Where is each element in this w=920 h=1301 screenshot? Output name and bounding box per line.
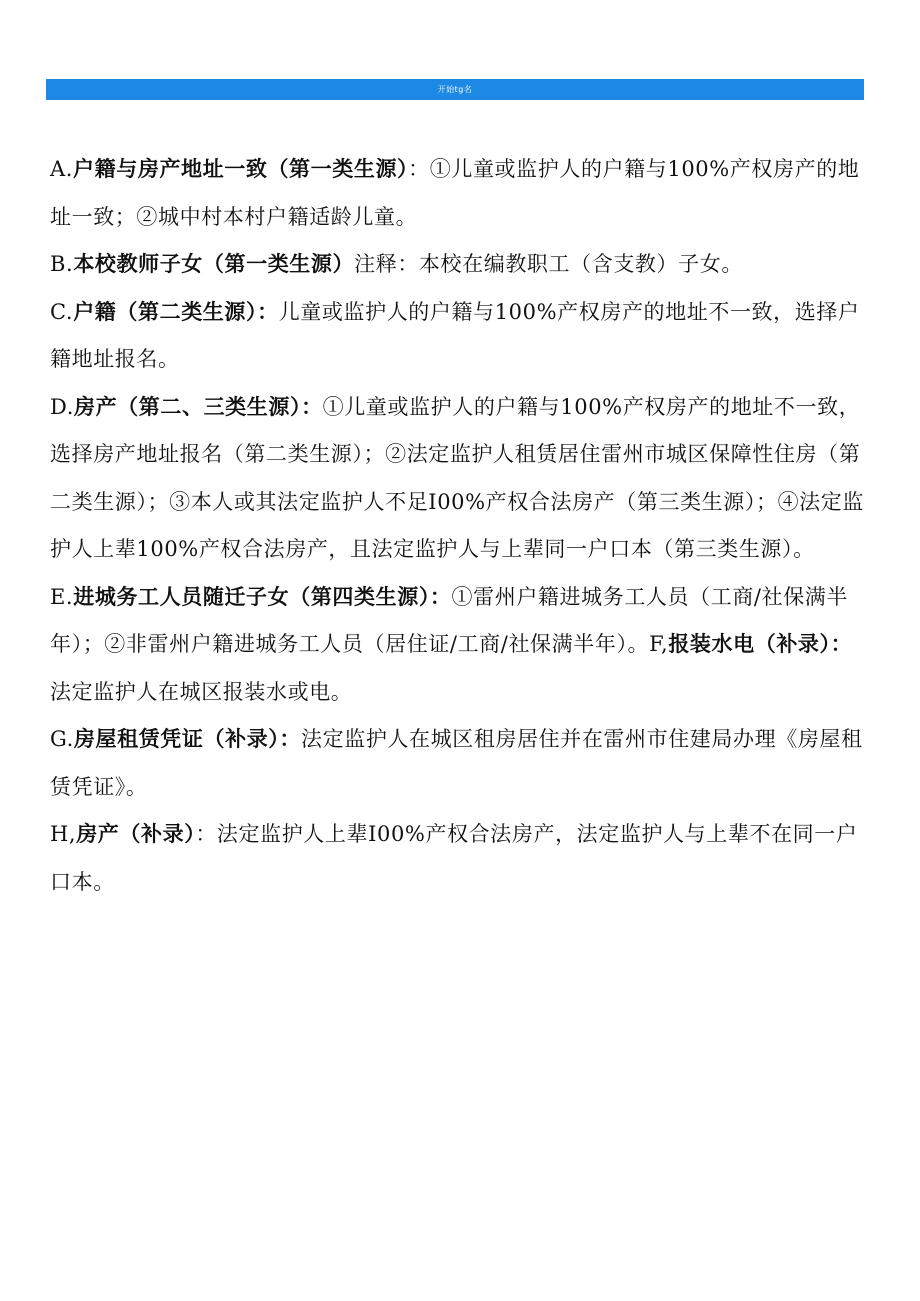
- item-b-heading: 本校教师子女（第一类生源）: [73, 252, 355, 276]
- item-f-body: 法定监护人在城区报装水或电。: [50, 679, 353, 704]
- item-c-heading: 户籍（第二类生源）：: [73, 299, 279, 324]
- item-c: [50, 289, 872, 384]
- item-e-prefix: E.: [50, 584, 74, 609]
- item-h: [50, 811, 872, 906]
- item-e-heading: 进城务工人员随迁子女（第四类生源）：: [73, 584, 452, 609]
- header-bar-label: 开始tg名: [437, 85, 473, 94]
- header-bar: [46, 79, 864, 100]
- item-h-body: ：法定监护人上辈I00%产权合法房产，法定监护人与上辈不在同一户口本。: [50, 822, 858, 894]
- item-b-prefix: B.: [50, 252, 74, 276]
- item-a-body: ：①儿童或监护人的户籍与100%产权房产的地址一致；②城中村本村户籍适龄儿童。: [50, 157, 860, 229]
- item-b-body: 注释：本校在编教职工（含支教）子女。: [354, 252, 743, 276]
- item-g-body: 法定监护人在城区租房居住并在雷州市住建局办理《房屋租赁凭证》。: [50, 727, 863, 799]
- document-body: [50, 146, 872, 906]
- item-d-prefix: D.: [50, 394, 74, 419]
- item-a-heading: 户籍与房产地址一致（第一类生源）: [73, 157, 409, 181]
- item-h-heading: 房产（补录）: [76, 822, 196, 846]
- item-e: [50, 574, 872, 717]
- item-h-prefix: H,: [50, 822, 77, 846]
- item-d-body: ①儿童或监护人的户籍与100%产权房产的地址不一致，选择房产地址报名（第二类生源）；②法定监护人租赁居住雷州市城区保障性住房（第二类生源）；③本人或其法定监护人不足I00%产权合法房产（第三类生源）；④法定监护人上辈100%产权合法房产，且法定监护人与上辈同一户口本（第三类生源）。: [50, 394, 864, 561]
- item-g-prefix: G.: [50, 727, 74, 751]
- item-d-heading: 房产（第二、三类生源）：: [73, 394, 323, 419]
- item-b: [50, 241, 872, 289]
- item-g: [50, 716, 872, 811]
- item-a: [50, 146, 872, 241]
- item-d: [50, 384, 872, 574]
- item-g-heading: 房屋租赁凭证（补录）：: [73, 727, 302, 751]
- item-e-body: ①雷州户籍进城务工人员（工商/社保满半年）；②非雷州户籍进城务工人员（居住证/工商/社保满半年）。F,: [50, 584, 849, 656]
- item-c-prefix: C.: [50, 299, 74, 324]
- item-c-body: 儿童或监护人的户籍与100%产权房产的地址不一致，选择户籍地址报名。: [50, 299, 860, 371]
- item-a-prefix: A.: [50, 157, 74, 181]
- item-f-heading: 报装水电（补录）：: [668, 632, 853, 656]
